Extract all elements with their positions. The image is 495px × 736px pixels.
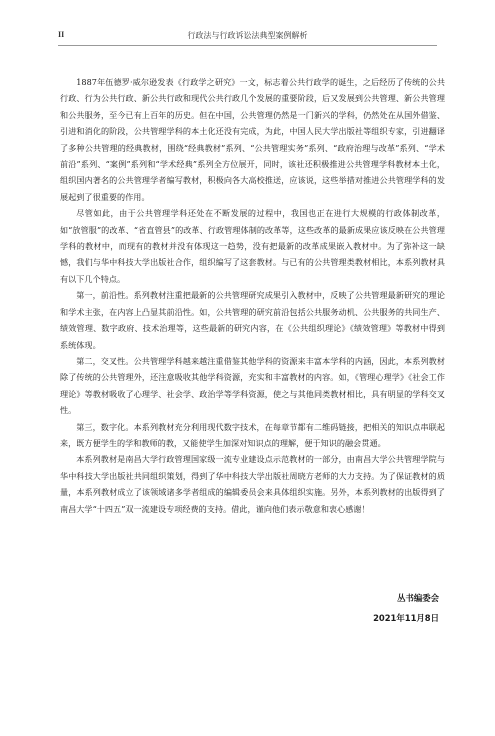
header-divider (58, 45, 437, 46)
signature-organization: 丛书编委会 (397, 593, 439, 603)
page-number: II (58, 30, 65, 39)
running-title: 行政法与行政诉讼法典型案例解析 (187, 31, 308, 40)
paragraph-1: 1887年伍德罗·威尔逊发表《行政学之研究》一文，标志着公共行政学的诞生，之后经历了传统的公共行政、行为公共行政、新公共行政和现代公共行政几个发展的重要阶段，后又发展到公共管理、新公共管理和公共服务，至今已有上百年的历史。但在中国，公共管理仍然是一门新兴的学科，仍然处在从国外借鉴、引进和消化的阶段，公共管理学科的本土化还没有完成，为此，中国人民大学出版社等组织专家，引进翻译了多种公共管理的经典教材，围绕“经典教材”系列、“公共管理实务”系列、“政府治理与改革”系列、“学术前沿”系列、“案例”系列和“学术经典”系列全方位展开，同时，该社还积极推进公共管理学科教材本土化，组织国内著名的公共管理学者编写教材，积极向各大高校推送，应该说，这些举措对推进公共管理学科的发展起到了很重要的作用。 (60, 77, 445, 202)
signature-date: 2021年11月8日 (373, 613, 439, 623)
paragraph-2: 尽管如此，由于公共管理学科还处在不断发展的过程中，我国也正在进行大规模的行政体制改革，如“放管服”的改革、“省直管县”的改革、行政管理体制的改革等，这些改革的最新成果应该反映在公共管理学科的教材中，而现有的教材并没有体现这一趋势，没有把最新的改革成果嵌入教材中。为了弥补这一缺憾，我们与华中科技大学出版社合作，组织编写了这套教材。与已有的公共管理类教材相比，本系列教材具有以下几个特点。 (60, 208, 445, 284)
paragraph-6: 本系列教材是南昌大学行政管理国家级一流专业建设点示范教材的一部分，由南昌大学公共管理学院与华中科技大学出版社共同组织策划，得到了华中科技大学出版社周晓方老师的大力支持。为了保证教材的质量，本系列教材成立了该领域诸多学者组成的编辑委员会来具体组织实施。另外，本系列教材的出版得到了南昌大学“十四五”双一流建设专项经费的支持。借此，谨向他们表示敬意和衷心感谢！ (60, 454, 445, 514)
paragraph-3: 第一，前沿性。系列教材注重把最新的公共管理研究成果引入教材中，反映了公共管理最新研究的理论和学术主张，在内容上凸显其前沿性。如，公共管理的研究前沿包括公共服务动机、公共服务的共同生产、绩效管理、数字政府、技术治理等，这些最新的研究内容，在《公共组织理论》《绩效管理》等教材中得到系统体现。 (60, 290, 445, 350)
paragraph-5: 第三，数字化。本系列教材充分利用现代数字技术，在每章节都有二维码链接，把相关的知识点串联起来，既方便学生的学和教师的教，又能使学生加深对知识点的理解，便于知识的融会贯通。 (60, 421, 445, 448)
preface-body (60, 74, 445, 517)
paragraph-4: 第二，交叉性。公共管理学科越来越注重借鉴其他学科的资源来丰富本学科的内涵，因此，本系列教材除了传统的公共管理外，还注意吸收其他学科资源，充实和丰富教材的内容。如，《管理心理学》《社会工作理论》等教材吸收了心理学、社会学、政治学等学科资源，使之与其他同类教材相比，具有明显的学科交叉性。 (60, 355, 445, 416)
running-header (58, 30, 437, 44)
